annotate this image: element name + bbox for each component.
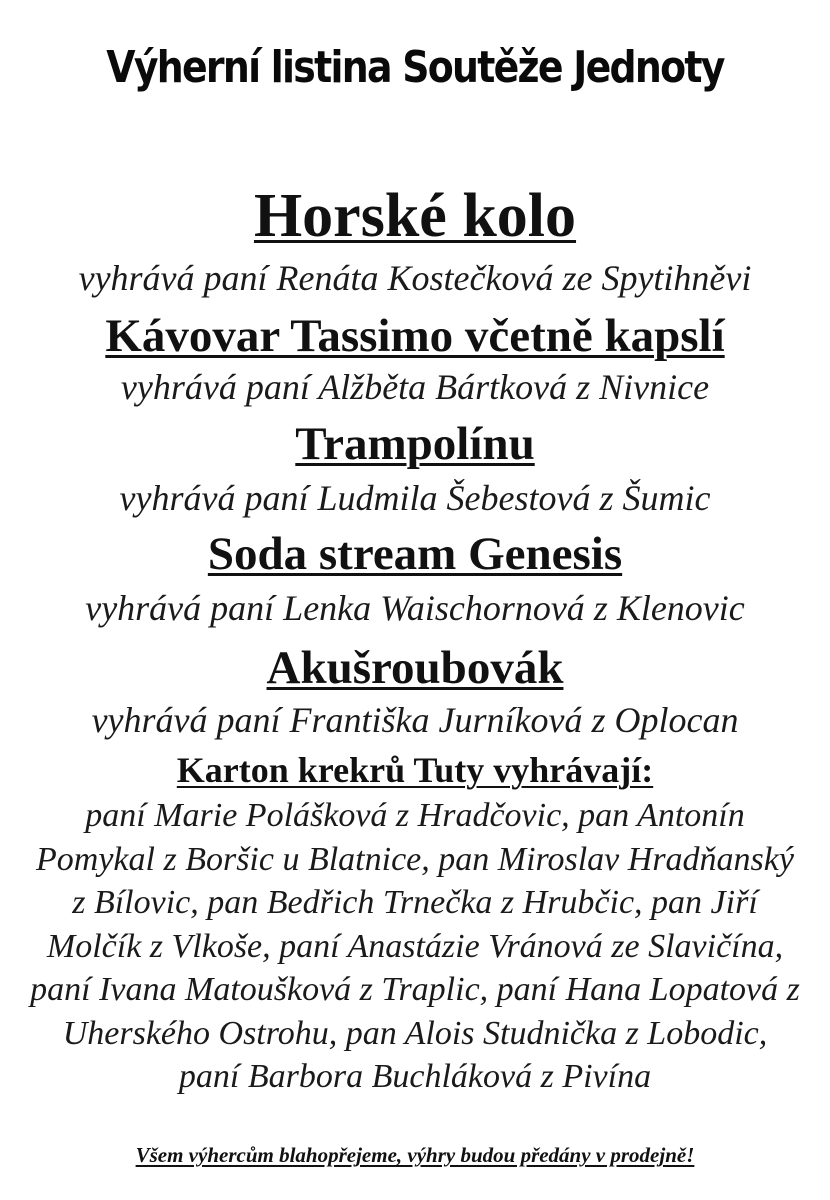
prize-winner: vyhrává paní Alžběta Bártková z Nivnice (120, 367, 710, 407)
prize-heading: Horské kolo (253, 182, 577, 250)
congratulations-footer: Všem výhercům blahopřejeme, výhry budou předány v prodejně! (135, 1143, 695, 1167)
prize-heading: Kávovar Tassimo včetně kapslí (105, 310, 725, 362)
prize-winner: vyhrává paní Lenka Waischornová z Klenovic (85, 588, 745, 628)
group-prize-winners: paní Marie Polášková z Hradčovic, pan Antonín Pomykal z Boršic u Blatnice, pan Miroslav Hradňanský z Bílovic, pan Bedřich Trnečka z Hrubčic, pan Jiří Molčík z Vlkoše, paní Anastázie Vránová ze Slavičína, paní Ivana Matoušková z Traplic, paní Hana Lopatová z Uherského Ostrohu, pan Alois Studnička z Lobodic, paní Barbora Buchláková z Pivína (30, 797, 800, 1095)
prize-heading: Trampolínu (295, 418, 535, 470)
prize-winner: vyhrává paní Renáta Kostečková ze Spytihněvi (78, 258, 752, 298)
group-prize-heading: Karton krekrů Tuty vyhrávají: (176, 750, 654, 790)
prize-heading: Akušroubovák (266, 642, 564, 694)
prize-winner: vyhrává paní Ludmila Šebestová z Šumic (119, 478, 711, 518)
prize-heading: Soda stream Genesis (207, 528, 623, 580)
page-title: Výherní listina Soutěže Jednoty (106, 42, 724, 93)
prize-winner: vyhrává paní Františka Jurníková z Oplocan (91, 700, 739, 740)
